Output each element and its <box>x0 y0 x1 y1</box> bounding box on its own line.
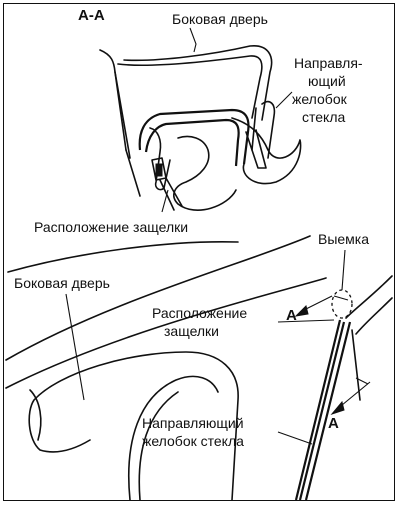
leader-top-side-door <box>190 28 196 52</box>
top-guide-lip-inner <box>174 137 236 211</box>
top-door-inner <box>115 56 262 196</box>
bottom-pillar-outer <box>346 276 392 318</box>
section-label-a-a: A-A <box>78 7 105 24</box>
leader-bottom-glass-guide <box>278 432 312 444</box>
section-arrow-upper-head <box>296 306 308 316</box>
label-top-glass-guide-3: желобок <box>292 91 347 107</box>
label-bottom-clip-location-1: Расположение <box>152 305 248 321</box>
top-glass-pane <box>246 130 266 168</box>
leader-top-clip <box>162 190 168 212</box>
label-bottom-clip-location-2: защелки <box>164 323 220 339</box>
top-clip-marker <box>156 164 162 176</box>
leader-notch <box>342 250 345 290</box>
label-arrow-a-lower: A <box>328 415 339 432</box>
bottom-glass-guide-right <box>352 330 360 400</box>
door-handle-area <box>30 390 41 440</box>
label-top-clip-location: Расположение защелки <box>34 219 189 235</box>
bottom-door-line-2 <box>6 236 310 360</box>
label-top-glass-guide-2: ющий <box>308 73 346 89</box>
top-guide-weatherstrip <box>232 118 301 184</box>
label-bottom-glass-guide-1: Направляющий <box>142 415 244 431</box>
label-bottom-side-door: Боковая дверь <box>14 275 110 291</box>
bottom-door-line-1 <box>8 242 238 272</box>
label-top-glass-guide-4: стекла <box>302 109 346 125</box>
label-top-side-door: Боковая дверь <box>172 11 268 27</box>
label-top-glass-guide-1: Направля- <box>294 55 363 71</box>
leader-bottom-side-door <box>66 294 84 400</box>
label-notch: Выемка <box>318 231 370 247</box>
leader-top-glass-guide <box>276 92 292 108</box>
section-arrow-lower-head <box>332 402 344 414</box>
label-bottom-glass-guide-2: желобок стекла <box>142 433 244 449</box>
label-arrow-a-upper: A <box>286 307 297 324</box>
notch-circle <box>332 290 352 318</box>
